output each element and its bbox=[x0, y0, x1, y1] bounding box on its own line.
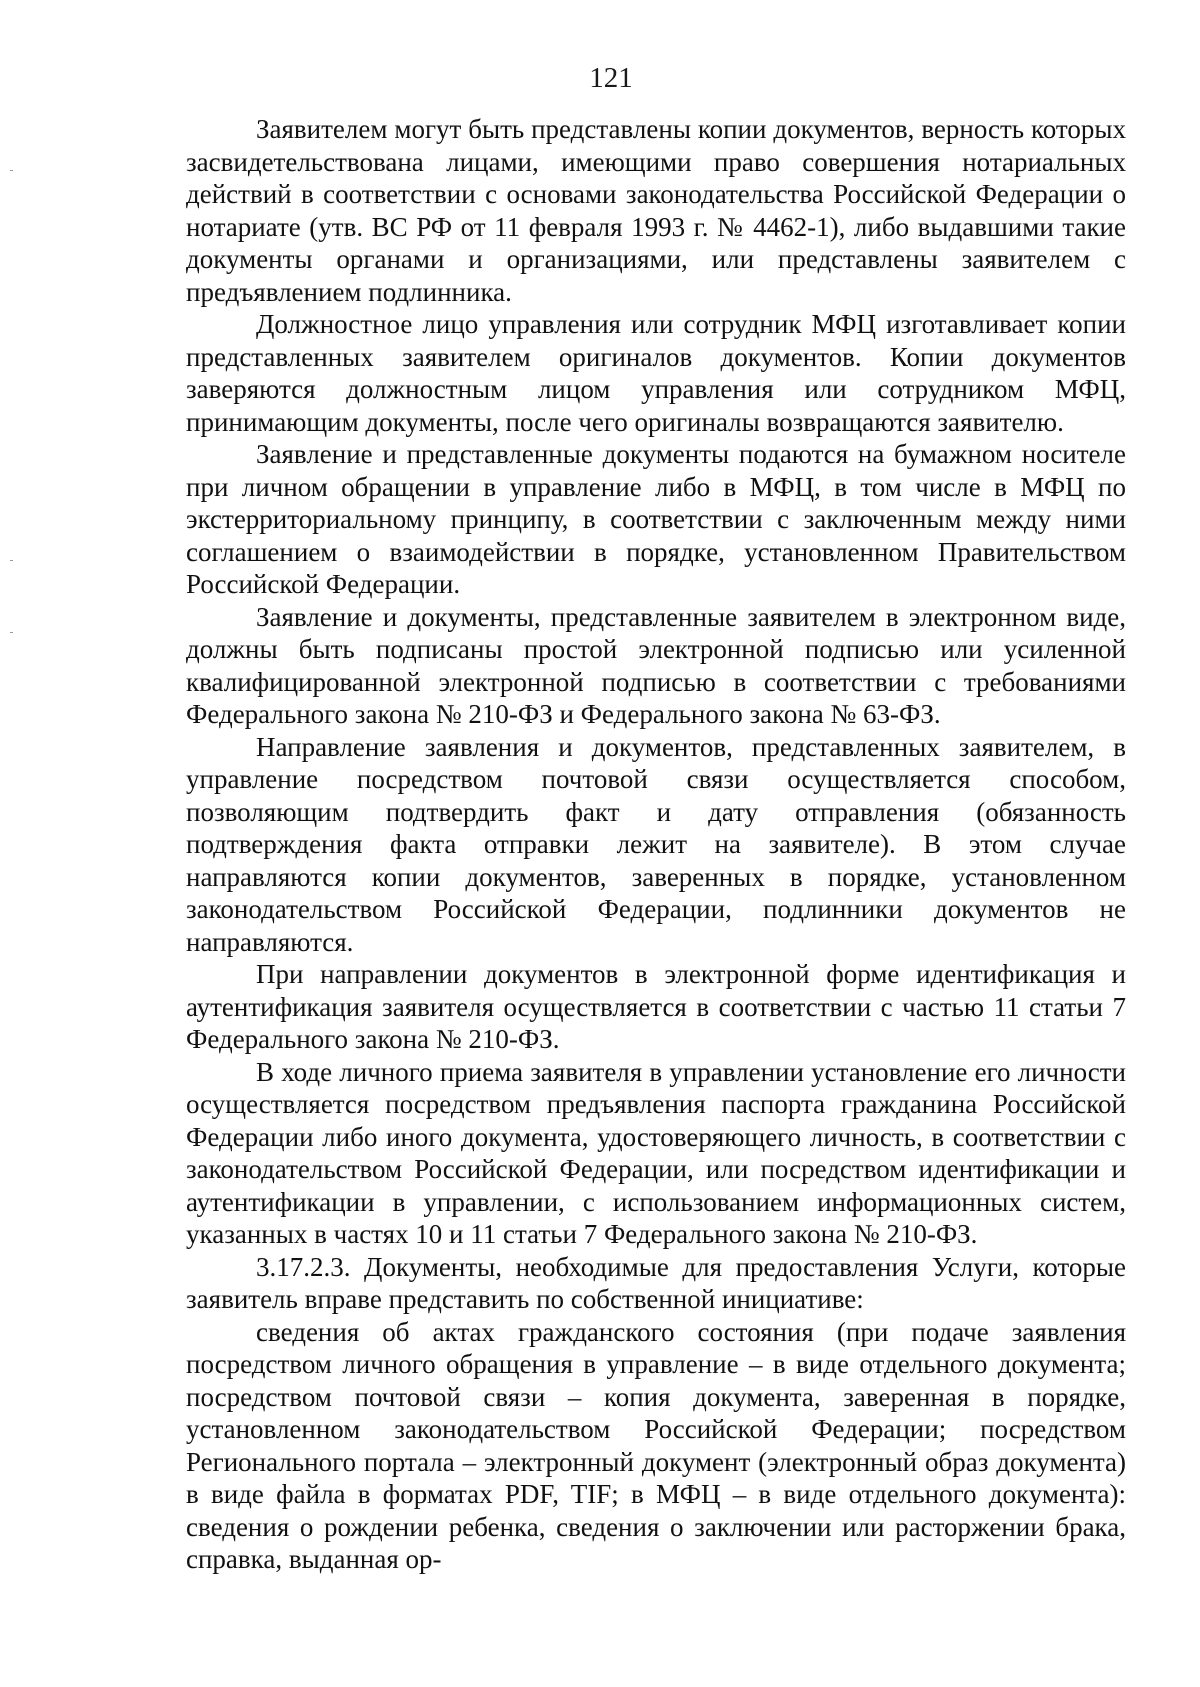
margin-mark bbox=[10, 632, 13, 633]
margin-mark bbox=[10, 170, 13, 171]
page-number: 121 bbox=[589, 62, 633, 94]
paragraph-copies-certification: Заявителем могут быть представлены копии документов, верность которых засвидетельствована лицами, имеющими право совершения нотариальных действий в соответствии с основами законодательства Российской Федерации о нотариате (утв. ВС РФ от 11 февраля 1993 г. № 4462-1), либо выдавшими такие документы органами и организациями, или представлены заявителем с предъявлением подлинника. bbox=[186, 114, 1126, 307]
body-text bbox=[186, 113, 1126, 1576]
paragraph-electronic-identification: При направлении документов в электронной форме идентификация и аутентификация заявителя осуществляется в соответствии с частью 11 статьи 7 Федерального закона № 210-ФЗ. bbox=[186, 959, 1126, 1054]
paragraph-postal-submission: Направление заявления и документов, представленных заявителем, в управление посредством почтовой связи осуществляется способом, позволяющим подтвердить факт и дату отправления (обязанность подтверждения факта отправки лежит на заявителе). В этом случае направляются копии документов, заверенных в порядке, установленном законодательством Российской Федерации, подлинники документов не направляются. bbox=[186, 731, 1126, 957]
paragraph-civil-status-records: сведения об актах гражданского состояния (при подаче заявления посредством личного обращения в управление – в виде отдельного документа; посредством почтовой связи – копия документа, заверенная в порядке, установленном законодательством Российской Федерации; посредством Регионального портала – электронный документ (электронный образ документа) в виде файла в форматах PDF, TIF; в МФЦ – в виде отдельного документа): сведения о рождении ребенка, сведения о заключении или расторжении брака, справка, выданная ор- bbox=[186, 1316, 1126, 1574]
margin-mark bbox=[10, 560, 13, 561]
paragraph-copies-by-official: Должностное лицо управления или сотрудник МФЦ изготавливает копии представленных заявителем оригиналов документов. Копии документов заверяются должностным лицом управления или сотрудником МФЦ, принимающим документы, после чего оригиналы возвращаются заявителю. bbox=[186, 309, 1126, 437]
paragraph-electronic-signature: Заявление и документы, представленные заявителем в электронном виде, должны быть подписаны простой электронной подписью или усиленной квалифицированной электронной подписью в соответствии с требованиями Федерального закона № 210-ФЗ и Федерального закона № 63-ФЗ. bbox=[186, 601, 1126, 729]
paragraph-paper-submission: Заявление и представленные документы подаются на бумажном носителе при личном обращении в управление либо в МФЦ, в том числе в МФЦ по экстерриториальному принципу, в соответствии с заключенным между ними соглашением о взаимодействии в порядке, установленном Правительством Российской Федерации. bbox=[186, 439, 1126, 599]
paragraph-section-3-17-2-3: 3.17.2.3. Документы, необходимые для предоставления Услуги, которые заявитель вправе представить по собственной инициативе: bbox=[186, 1251, 1126, 1314]
paragraph-personal-identification: В ходе личного приема заявителя в управлении установление его личности осуществляется посредством предъявления паспорта гражданина Российской Федерации либо иного документа, удостоверяющего личность, в соответствии с законодательством Российской Федерации, или посредством идентификации и аутентификации в управлении, с использованием информационных систем, указанных в частях 10 и 11 статьи 7 Федерального закона № 210-ФЗ. bbox=[186, 1056, 1126, 1249]
